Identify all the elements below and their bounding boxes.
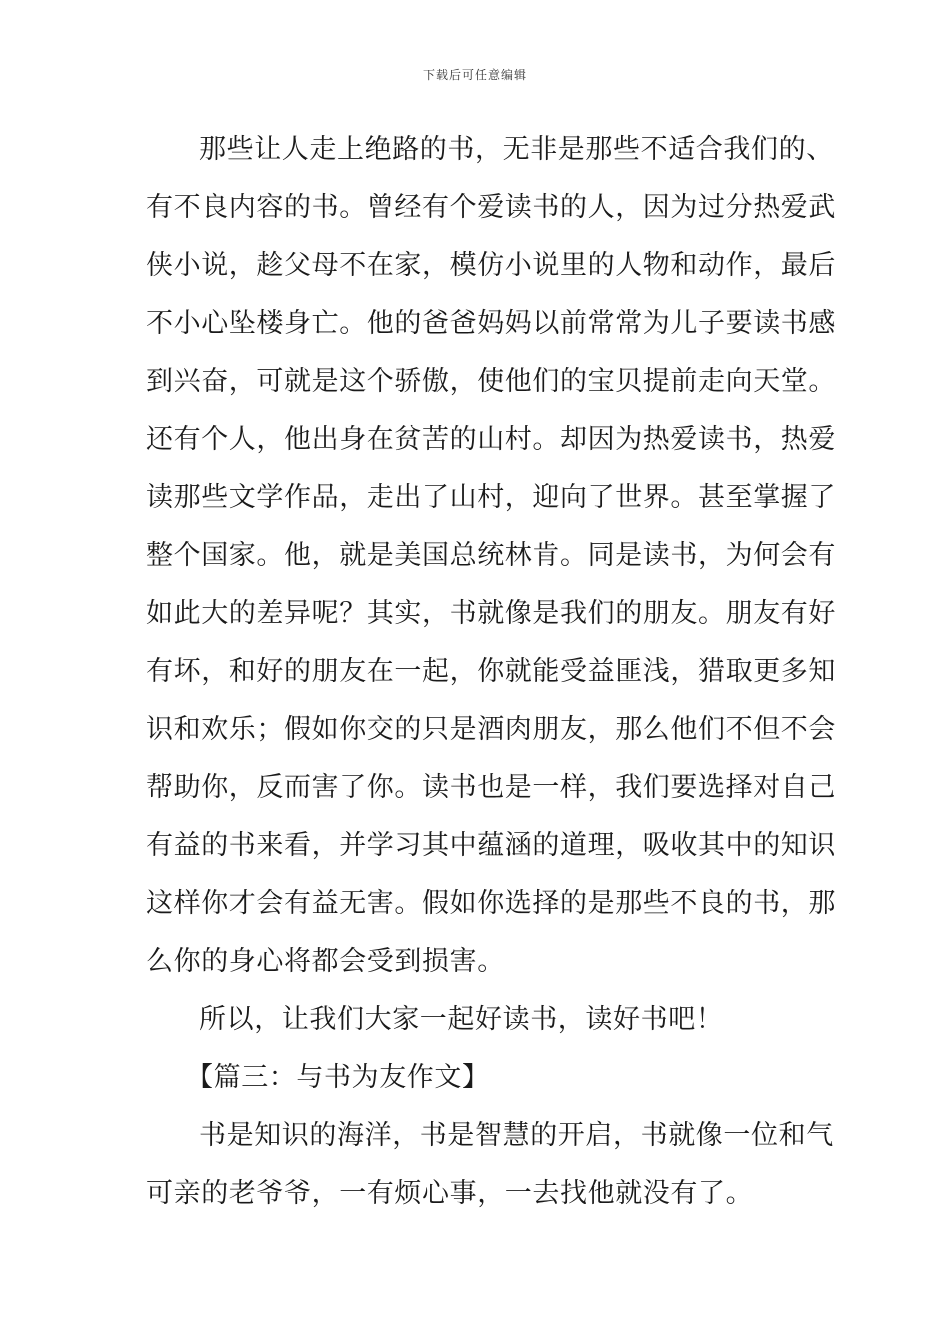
body-line: 整个国家。他，就是美国总统林肯。同是读书，为何会有	[146, 540, 836, 571]
body-line: 有益的书来看，并学习其中蕴涵的道理，吸收其中的知识	[146, 830, 836, 861]
body-line: 有坏，和好的朋友在一起，你就能受益匪浅，猎取更多知	[146, 656, 836, 687]
body-line: 那些让人走上绝路的书，无非是那些不适合我们的、	[199, 134, 834, 165]
body-line: 所以，让我们大家一起好读书，读好书吧！	[199, 1004, 724, 1035]
body-line: 不小心坠楼身亡。他的爸爸妈妈以前常常为儿子要读书感	[146, 308, 836, 339]
body-line: 识和欢乐；假如你交的只是酒肉朋友，那么他们不但不会	[146, 714, 836, 745]
body-line: 么你的身心将都会受到损害。	[146, 946, 505, 977]
body-line: 这样你才会有益无害。假如你选择的是那些不良的书，那	[146, 888, 836, 919]
body-line: 如此大的差异呢？其实，书就像是我们的朋友。朋友有好	[146, 598, 836, 629]
body-line: 可亲的老爷爷，一有烦心事，一去找他就没有了。	[146, 1178, 754, 1209]
body-line: 还有个人，他出身在贫苦的山村。却因为热爱读书，热爱	[146, 424, 836, 455]
page-header: 下载后可任意编辑	[422, 68, 527, 82]
body-line: 侠小说，趁父母不在家，模仿小说里的人物和动作，最后	[146, 250, 836, 281]
body-line: 读那些文学作品，走出了山村，迎向了世界。甚至掌握了	[146, 482, 836, 513]
body-line: 到兴奋，可就是这个骄傲，使他们的宝贝提前走向天堂。	[146, 366, 836, 397]
body-line: 帮助你，反而害了你。读书也是一样，我们要选择对自己	[146, 772, 836, 803]
body-line: 书是知识的海洋，书是智慧的开启，书就像一位和气	[199, 1120, 834, 1151]
section-heading: 【篇三：与书为友作文】	[186, 1062, 490, 1093]
body-line: 有不良内容的书。曾经有个爱读书的人，因为过分热爱武	[146, 192, 836, 223]
